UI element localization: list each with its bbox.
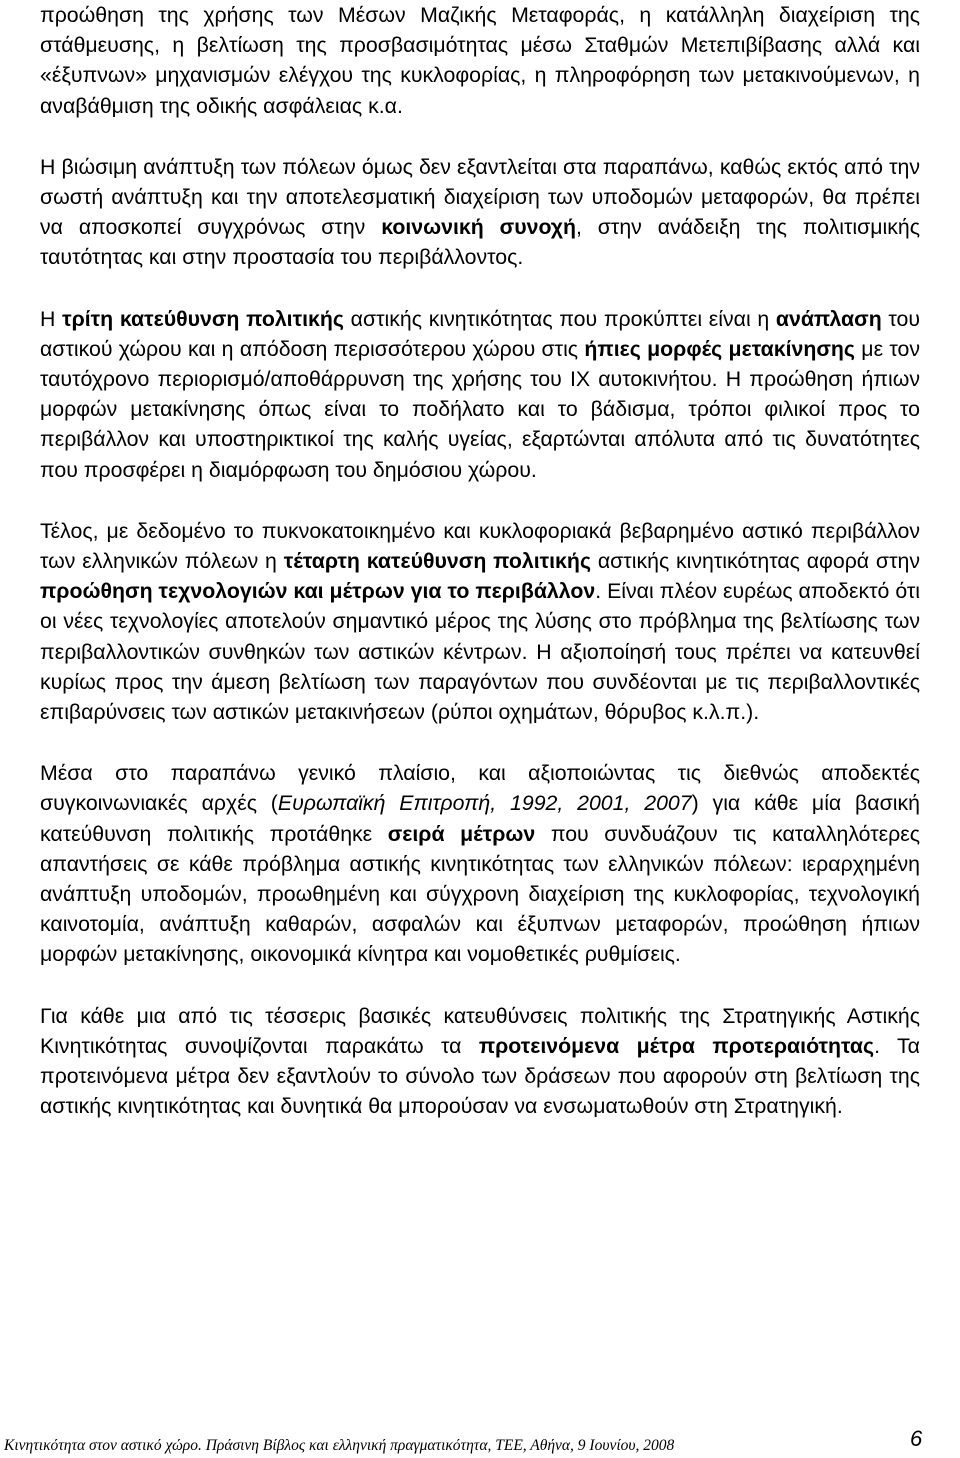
text-run: που συνδυάζουν τις καταλληλότερες απαντήσεις σε κάθε πρόβλημα αστικής κινητικότητας των ελληνικών πόλεων: ιεραρχημένη ανάπτυξη υποδομών, προωθημένη και σύγχρονη διαχείριση της κυκλοφορίας, τεχνολογική καινοτομία, ανάπτυξη καθαρών, ασφαλών και έξυπνων μεταφορών, προώθηση ήπιων μορφών μετακίνησης, οικονομικά κίνητρα και νομοθετικές ρυθμίσεις. [40, 821, 920, 967]
text-run: Η [40, 306, 63, 331]
text-run: Η βιώσιμη ανάπτυξη των πόλεων όμως δεν εξαντλείται στα παραπάνω, καθώς εκτός από την σωστή ανάπτυξη και την αποτελεσματική διαχείριση των υποδομών μεταφορών, θα πρέπει να αποσκοπεί συγχρόνως στην [40, 154, 920, 240]
paragraph [40, 758, 920, 969]
text-run: . Είναι πλέον ευρέως αποδεκτό ότι οι νέες τεχνολογίες αποτελούν σημαντικό μέρος της λύσης στο πρόβλημα της βελτίωσης των περιβαλλοντικών συνθηκών των αστικών κέντρων. Η αξιοποίησή τους πρέπει να κατευνθεί κυρίως προς την άμεση βελτίωση των παραγόντων που συνδέονται με τις περιβαλλοντικές επιβαρύνσεις των αστικών μετακινήσεων (ρύποι οχημάτων, θόρυβος κ.λ.π.). [40, 579, 921, 725]
paragraph [40, 1001, 920, 1122]
text-run: Τέλος, με δεδομένο το πυκνοκατοικημένο και κυκλοφοριακά βεβαρημένο αστικό περιβάλλον των ελληνικών πόλεων η [40, 518, 920, 574]
text-run: , στην ανάδειξη της πολιτισμικής ταυτότητας και στην προστασία του περιβάλλοντος. [40, 215, 920, 270]
paragraph [40, 152, 920, 273]
emphasis-bold: σειρά μέτρων [387, 821, 536, 846]
emphasis-bold: προώθηση τεχνολογιών και μέτρων για το περιβάλλον [40, 579, 596, 604]
emphasis-bold: ανάπλαση [775, 306, 882, 331]
text-run: με τον ταυτόχρονο περιορισμό/αποθάρρυνση της χρήσης του ΙΧ αυτοκινήτου. Η προώθηση ήπιων μορφών μετακίνησης όπως είναι το ποδήλατο και το βάδισμα, τρόποι φιλικοί προς το περιβάλλον και υποστηρικτικοί της καλής υγείας, εξαρτώνται απόλυτα από τις δυνατότητες που προσφέρει η διαμόρφωση του δημόσιου χώρου. [40, 336, 920, 482]
citation-italic: Ευρωπαϊκή Επιτροπή, 1992, 2001, 2007 [277, 791, 692, 816]
text-run: του αστικού χώρου και η απόδοση περισσότερου χώρου στις [40, 306, 920, 361]
text-run: . Τα προτεινόμενα μέτρα δεν εξαντλούν το σύνολο των δράσεων που αφορούν στη βελτίωση της αστικής κινητικότητας και δυνητικά θα μπορούσαν να ενσωματωθούν στη Στρατηγική. [40, 1033, 920, 1119]
emphasis-bold: προτεινόμενα μέτρα προτεραιότητας [478, 1033, 875, 1058]
emphasis-bold: τέταρτη κατεύθυνση πολιτικής [283, 549, 592, 574]
paragraph [40, 0, 920, 121]
emphasis-bold: τρίτη κατεύθυνση πολιτικής [62, 306, 344, 331]
emphasis-bold: κοινωνική συνοχή [381, 215, 576, 240]
text-run: Για κάθε μια από τις τέσσερις βασικές κατευθύνσεις πολιτικής της Στρατηγικής Αστικής Κινητικότητας συνοψίζονται παρακάτω τα [40, 1003, 920, 1058]
text-run: προώθηση της χρήσης των Μέσων Μαζικής Μεταφοράς, η κατάλληλη διαχείριση της στάθμευσης, η βελτίωση της προσβασιμότητας μέσω Σταθμών Μετεπιβίβασης αλλά και «έξυπνων» μηχανισμών ελέγχου της κυκλοφορίας, η πληροφόρηση των μετακινούμενων, η αναβάθμιση της οδικής ασφάλειας κ.α. [40, 3, 920, 118]
page-number: 6 [910, 1426, 923, 1451]
text-run: Μέσα στο παραπάνω γενικό πλαίσιο, και αξιοποιώντας τις διεθνώς αποδεκτές συγκοινωνιακές αρχές ( [40, 761, 920, 816]
paragraph [40, 304, 920, 485]
footer-citation: Κινητικότητα στον αστικό χώρο. Πράσινη Βίβλος και ελληνική πραγματικότητα, ΤΕΕ, Αθήνα, 9 Ιουνίου, 2008 [4, 1437, 675, 1454]
text-run: αστικής κινητικότητας που προκύπτει είναι η [344, 306, 776, 331]
document-body [40, 0, 920, 1153]
text-run: αστικής κινητικότητας αφορά στην [591, 549, 920, 574]
text-run: ) για κάθε μία βασική κατεύθυνση πολιτικής προτάθηκε [40, 791, 920, 846]
emphasis-bold: ήπιες μορφές μετακίνησης [584, 336, 855, 361]
paragraph [40, 516, 920, 727]
